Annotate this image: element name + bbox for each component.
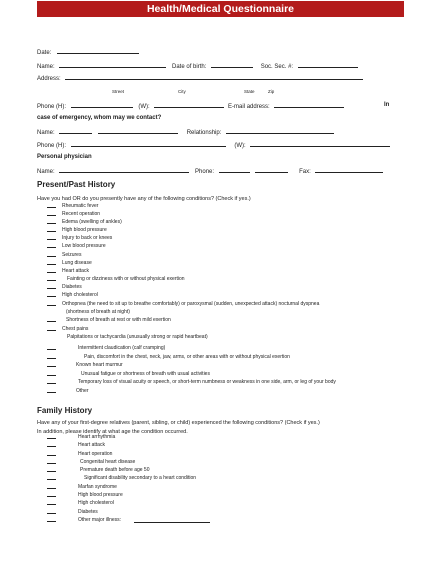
family-condition-checkbox[interactable] xyxy=(47,466,56,472)
emergency-phone-w-field[interactable] xyxy=(250,140,390,147)
emergency-phone-h-label: Phone (H): xyxy=(37,143,67,149)
emergency-phone-h-field[interactable] xyxy=(71,140,226,147)
name-field[interactable] xyxy=(59,61,166,68)
condition-label: Palpitations or tachycardia (unusually strong or rapid heartbeat) xyxy=(67,334,208,340)
physician-phone-field[interactable] xyxy=(219,166,250,173)
condition-checkbox[interactable] xyxy=(47,259,56,265)
condition-checkbox[interactable] xyxy=(47,267,56,273)
condition-checkbox[interactable] xyxy=(47,325,56,331)
family-condition-checkbox[interactable] xyxy=(47,441,56,447)
condition-checkbox[interactable] xyxy=(47,218,56,224)
page-title: Health/Medical Questionnaire xyxy=(37,1,404,17)
condition-checkbox[interactable] xyxy=(47,283,56,289)
physician-heading: Personal physician xyxy=(37,154,92,160)
phone-w-field[interactable] xyxy=(154,101,224,108)
physician-row xyxy=(37,166,383,176)
phone-row xyxy=(37,101,344,111)
emergency-phone-row xyxy=(37,140,390,150)
address-row xyxy=(37,73,363,83)
dob-field[interactable] xyxy=(211,61,253,68)
other-major-illness-field[interactable] xyxy=(134,522,210,523)
family-condition-checkbox[interactable] xyxy=(47,499,56,505)
family-condition-label: Diabetes xyxy=(78,509,98,515)
family-history-intro-1: Have any of your first-degree relatives (parent, sibling, or child) experienced the following conditions? (Check if yes.) xyxy=(37,420,320,426)
condition-checkbox[interactable] xyxy=(47,242,56,248)
family-condition-checkbox[interactable] xyxy=(47,491,56,497)
family-condition-checkbox[interactable] xyxy=(47,508,56,514)
family-condition-label: Heart arrhythmia xyxy=(78,434,116,440)
phone-w-label: (W): xyxy=(138,104,150,110)
family-condition-label: Heart attack xyxy=(78,442,105,448)
condition-checkbox[interactable] xyxy=(47,316,56,322)
physician-phone-field-2[interactable] xyxy=(255,166,288,173)
condition-label: Seizures xyxy=(62,252,82,258)
state-caption: State xyxy=(244,89,255,94)
condition-checkbox[interactable] xyxy=(47,387,56,393)
emergency-last-name-field[interactable] xyxy=(98,127,178,134)
condition-label: High blood pressure xyxy=(62,227,107,233)
zip-caption: Zip xyxy=(268,89,275,94)
condition-label: Known heart murmur xyxy=(76,362,123,368)
family-condition-label: Other major illness: xyxy=(78,517,122,523)
condition-label: Unusual fatigue or shortness of breath with usual activities xyxy=(81,371,210,377)
condition-label: Low blood pressure xyxy=(62,243,106,249)
date-label: Date: xyxy=(37,50,52,56)
physician-name-field[interactable] xyxy=(59,166,189,173)
condition-checkbox[interactable] xyxy=(47,378,56,384)
condition-label: Orthopnea (the need to sit up to breathe comfortably) or paroxysmal (sudden, unexpected attack) nocturnal dyspnea xyxy=(62,301,320,307)
family-condition-label: Congenital heart disease xyxy=(80,459,136,465)
condition-label: Shortness of breath at rest or with mild exertion xyxy=(66,317,171,323)
condition-label: Pain, discomfort in the chest, neck, jaw, arms, or other areas with or without physical exertion xyxy=(84,354,290,360)
condition-checkbox[interactable] xyxy=(47,361,56,367)
family-condition-label: Premature death before age 50 xyxy=(80,467,150,473)
condition-checkbox[interactable] xyxy=(47,226,56,232)
family-condition-checkbox[interactable] xyxy=(47,458,56,464)
fax-field[interactable] xyxy=(315,166,383,173)
name-label: Name: xyxy=(37,64,55,70)
family-condition-checkbox[interactable] xyxy=(47,483,56,489)
condition-label: Other xyxy=(76,388,89,394)
email-label: E-mail address: xyxy=(228,104,270,110)
date-field[interactable] xyxy=(57,47,139,54)
ssn-label: Soc. Sec. #: xyxy=(260,64,294,70)
physician-name-label: Name: xyxy=(37,169,55,175)
condition-label: Lung disease xyxy=(62,260,92,266)
family-condition-label: High cholesterol xyxy=(78,500,114,506)
condition-label: Intermittent claudication (calf cramping) xyxy=(78,345,166,351)
condition-label: Chest pains xyxy=(62,326,89,332)
emergency-first-name-field[interactable] xyxy=(59,127,92,134)
family-condition-checkbox[interactable] xyxy=(47,516,56,522)
condition-checkbox[interactable] xyxy=(47,353,56,359)
condition-label: Temporary loss of visual acuity or speech, or short-term numbness or weakness in one side, arm, or leg of your body xyxy=(78,379,336,385)
condition-label: Injury to back or knees xyxy=(62,235,113,241)
present-history-intro: Have you had OR do you presently have any of the following conditions? (Check if yes.) xyxy=(37,196,251,202)
street-caption: Street xyxy=(112,89,125,94)
in-text: In xyxy=(384,102,390,108)
emergency-name-label: Name: xyxy=(37,130,55,136)
emergency-heading: case of emergency, whom may we contact? xyxy=(37,115,162,121)
family-condition-label: High blood pressure xyxy=(78,492,123,498)
date-row xyxy=(37,47,139,57)
condition-checkbox[interactable] xyxy=(47,251,56,257)
family-condition-label: Significant disability secondary to a heart condition xyxy=(84,475,197,481)
condition-label: High cholesterol xyxy=(62,292,98,298)
address-field[interactable] xyxy=(65,73,363,80)
condition-checkbox[interactable] xyxy=(47,344,56,350)
family-condition-checkbox[interactable] xyxy=(47,433,56,439)
emergency-name-row xyxy=(37,127,334,137)
condition-label: (shortness of breath at night) xyxy=(66,309,130,315)
family-history-intro-2: In addition, please identify at what age the condition occurred. xyxy=(37,429,188,435)
address-label: Address: xyxy=(37,76,61,82)
condition-label: Diabetes xyxy=(62,284,82,290)
emergency-phone-w-label: (W): xyxy=(234,143,246,149)
family-history-heading: Family History xyxy=(37,406,93,415)
email-field[interactable] xyxy=(274,101,344,108)
name-row xyxy=(37,61,358,71)
condition-checkbox[interactable] xyxy=(47,275,56,281)
city-caption: City xyxy=(178,89,186,94)
condition-checkbox[interactable] xyxy=(47,370,56,376)
condition-checkbox[interactable] xyxy=(47,202,56,208)
relationship-field[interactable] xyxy=(226,127,334,134)
phone-h-field[interactable] xyxy=(71,101,133,108)
family-condition-label: Marfan syndrome xyxy=(78,484,117,490)
physician-phone-label: Phone: xyxy=(195,169,215,175)
condition-label: Fainting or dizziness with or without physical exertion xyxy=(67,276,185,282)
phone-h-label: Phone (H): xyxy=(37,104,67,110)
condition-label: Recent operation xyxy=(62,211,101,217)
fax-label: Fax: xyxy=(299,169,311,175)
ssn-field[interactable] xyxy=(298,61,358,68)
relationship-label: Relationship: xyxy=(186,130,222,136)
dob-label: Date of birth: xyxy=(172,64,207,70)
condition-checkbox[interactable] xyxy=(47,300,56,306)
condition-checkbox[interactable] xyxy=(47,234,56,240)
family-condition-label: Heart operation xyxy=(78,451,113,457)
condition-label: Rheumatic fever xyxy=(62,203,99,209)
condition-checkbox[interactable] xyxy=(47,291,56,297)
condition-label: Heart attack xyxy=(62,268,89,274)
condition-label: Edema (swelling of ankles) xyxy=(62,219,122,225)
condition-checkbox[interactable] xyxy=(47,210,56,216)
present-history-heading: Present/Past History xyxy=(37,180,116,189)
family-condition-checkbox[interactable] xyxy=(47,474,56,480)
family-condition-checkbox[interactable] xyxy=(47,450,56,456)
